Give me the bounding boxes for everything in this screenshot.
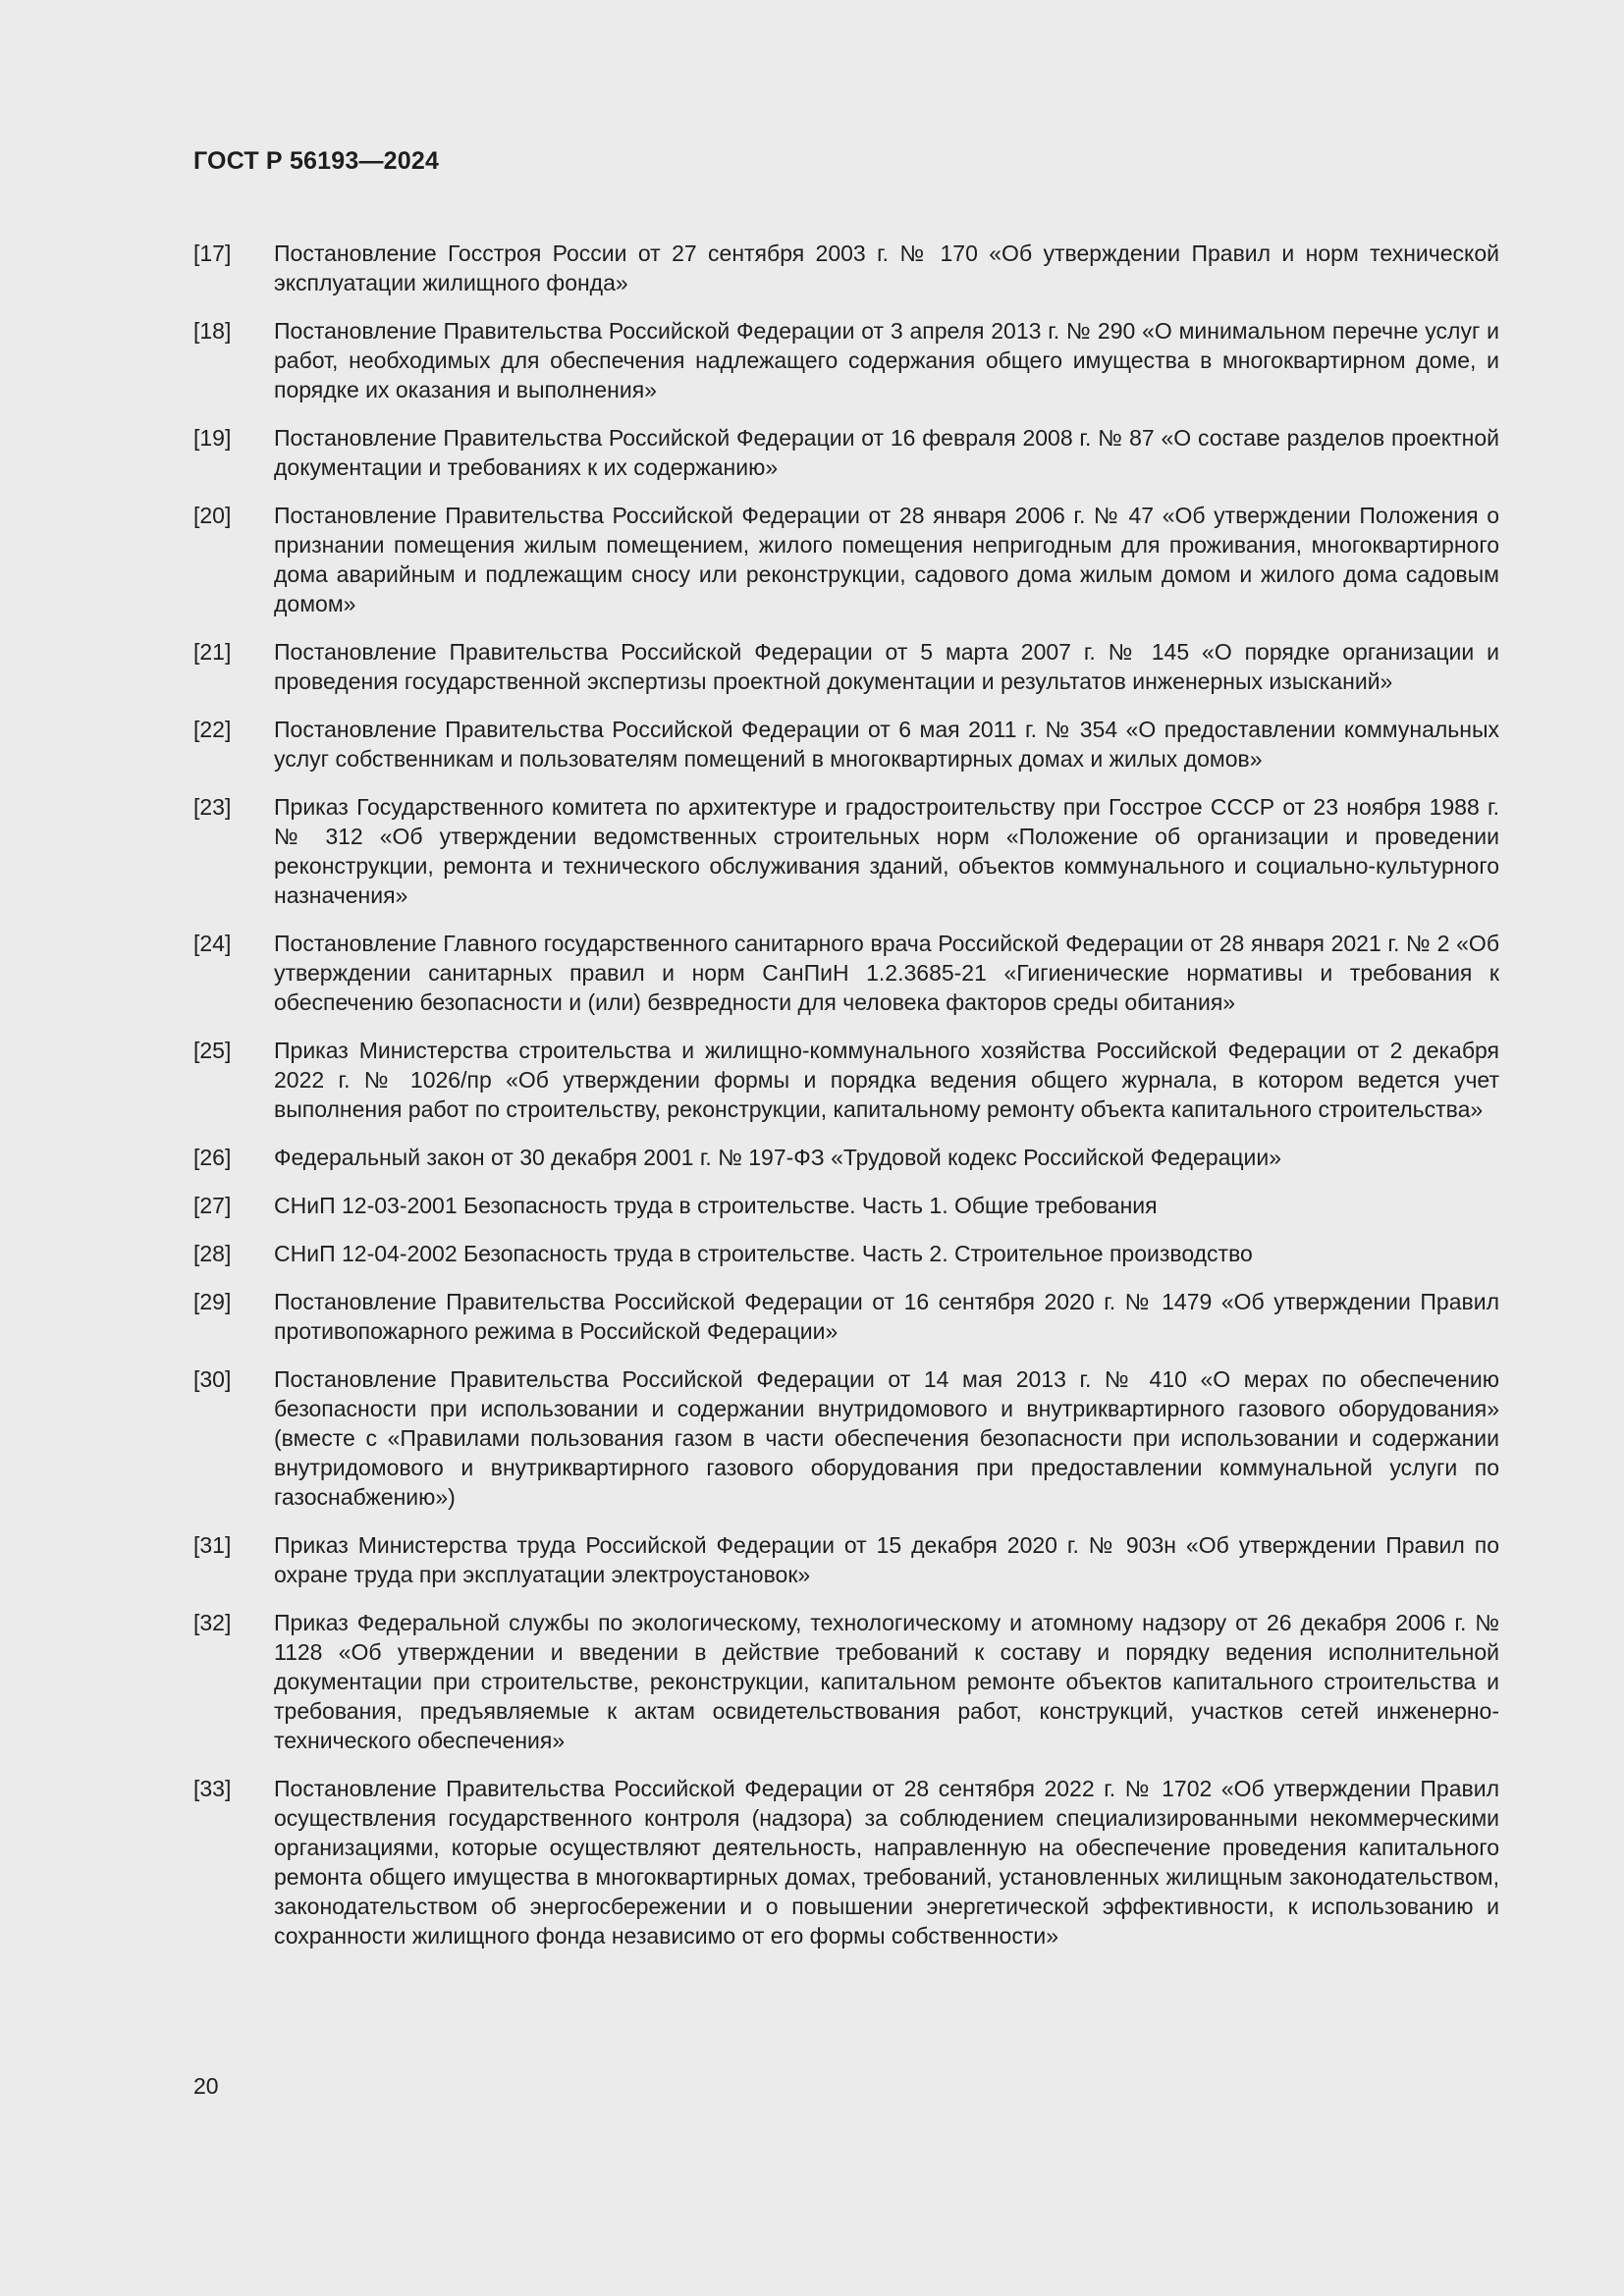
reference-number: [28] bbox=[193, 1241, 232, 1266]
reference-text: Постановление Главного государственного санитарного врача Российской Федерации от 28 января 2021 г. № 2 «Об утверждении санитарных правил и норм СанПиН 1.2.3685-21 «Гигиенические нормативы и требования к обеспечению безопасности и (или) безвредности для человека факторов среды обитания» bbox=[274, 931, 1499, 1015]
reference-text: СНиП 12-04-2002 Безопасность труда в строительстве. Часть 2. Строительное производство bbox=[274, 1241, 1253, 1266]
reference-number: [21] bbox=[193, 639, 232, 665]
reference-number: [26] bbox=[193, 1145, 232, 1170]
reference-text: Постановление Правительства Российской Федерации от 3 апреля 2013 г. № 290 «О минимальном перечне услуг и работ, необходимых для обеспечения надлежащего содержания общего имущества в многоквартирном доме, и порядке их оказания и выполнения» bbox=[274, 318, 1499, 402]
reference-number: [30] bbox=[193, 1366, 232, 1392]
reference-text: Приказ Министерства строительства и жилищно-коммунального хозяйства Российской Федерации от 2 декабря 2022 г. № 1026/пр «Об утверждении формы и порядка ведения общего журнала, в котором ведется учет выполнения работ по строительству, реконструкции, капитальному ремонту объекта капитального строительства» bbox=[274, 1038, 1499, 1122]
reference-number: [25] bbox=[193, 1038, 232, 1063]
bibliography-item bbox=[193, 1287, 1499, 1346]
bibliography-item bbox=[193, 1608, 1499, 1755]
reference-text: Постановление Госстроя России от 27 сентября 2003 г. № 170 «Об утверждении Правил и норм технической эксплуатации жилищного фонда» bbox=[274, 240, 1499, 295]
reference-number: [17] bbox=[193, 240, 232, 266]
reference-text: Приказ Государственного комитета по архитектуре и градостроительству при Госстрое СССР от 23 ноября 1988 г. № 312 «Об утверждении ведомственных строительных норм «Положение об организации и проведении реконструкции, ремонта и технического обслуживания зданий, объектов коммунального и социально-культурного назначения» bbox=[274, 794, 1499, 908]
reference-text: Постановление Правительства Российской Федерации от 28 сентября 2022 г. № 1702 «Об утверждении Правил осуществления государственного контроля (надзора) за соблюдением специализированными некоммерческими организациями, которые осуществляют деятельность, направленную на обеспечение проведения капитального ремонта общего имущества в многоквартирных домах, требований, установленных жилищным законодательством, законодательством об энергосбережении и о повышении энергетической эффективности, к использованию и сохранности жилищного фонда независимо от его формы собственности» bbox=[274, 1776, 1499, 1949]
reference-text: Постановление Правительства Российской Федерации от 6 мая 2011 г. № 354 «О предоставлении коммунальных услуг собственникам и пользователям помещений в многоквартирных домах и жилых домов» bbox=[274, 717, 1499, 772]
reference-text: Постановление Правительства Российской Федерации от 16 сентября 2020 г. № 1479 «Об утверждении Правил противопожарного режима в Российской Федерации» bbox=[274, 1289, 1499, 1344]
reference-number: [22] bbox=[193, 717, 232, 742]
reference-text: Федеральный закон от 30 декабря 2001 г. № 197-ФЗ «Трудовой кодекс Российской Федерации» bbox=[274, 1145, 1282, 1170]
reference-text: Приказ Федеральной службы по экологическому, технологическому и атомному надзору от 26 декабря 2006 г. № 1128 «Об утверждении и введении в действие требований к составу и порядку ведения исполнительной документации при строительстве, реконструкции, капитальном ремонте объектов капитального строительства и требования, предъявляемые к актам освидетельствования работ, конструкций, участков сетей инженерно-технического обеспечения» bbox=[274, 1610, 1499, 1753]
bibliography-item bbox=[193, 792, 1499, 910]
reference-number: [32] bbox=[193, 1610, 232, 1635]
bibliography-item bbox=[193, 637, 1499, 696]
bibliography-item bbox=[193, 423, 1499, 482]
bibliography-item bbox=[193, 1143, 1499, 1172]
reference-number: [24] bbox=[193, 931, 232, 956]
bibliography-item bbox=[193, 1530, 1499, 1589]
document-code-header: ГОСТ Р 56193—2024 bbox=[193, 147, 440, 175]
reference-text: СНиП 12-03-2001 Безопасность труда в строительстве. Часть 1. Общие требования bbox=[274, 1193, 1158, 1218]
bibliography-item bbox=[193, 715, 1499, 774]
bibliography-list bbox=[193, 239, 1499, 1969]
reference-number: [18] bbox=[193, 318, 232, 344]
reference-number: [29] bbox=[193, 1289, 232, 1314]
reference-number: [27] bbox=[193, 1193, 232, 1218]
reference-text: Постановление Правительства Российской Федерации от 28 января 2006 г. № 47 «Об утверждении Положения о признании помещения жилым помещением, жилого помещения непригодным для проживания, многоквартирного дома аварийным и подлежащим сносу или реконструкции, садового дома жилым домом и жилого дома садовым домом» bbox=[274, 503, 1499, 616]
bibliography-item bbox=[193, 501, 1499, 618]
bibliography-item bbox=[193, 1774, 1499, 1950]
page-number: 20 bbox=[193, 2073, 219, 2099]
bibliography-item bbox=[193, 1191, 1499, 1220]
bibliography-item bbox=[193, 316, 1499, 404]
bibliography-item bbox=[193, 1364, 1499, 1512]
reference-number: [31] bbox=[193, 1532, 232, 1558]
reference-text: Постановление Правительства Российской Федерации от 5 марта 2007 г. № 145 «О порядке организации и проведения государственной экспертизы проектной документации и результатов инженерных изысканий» bbox=[274, 639, 1499, 694]
bibliography-item bbox=[193, 239, 1499, 297]
reference-number: [33] bbox=[193, 1776, 232, 1801]
reference-text: Постановление Правительства Российской Федерации от 16 февраля 2008 г. № 87 «О составе разделов проектной документации и требованиях к их содержанию» bbox=[274, 425, 1499, 480]
bibliography-item bbox=[193, 1239, 1499, 1268]
reference-number: [23] bbox=[193, 794, 232, 820]
reference-number: [19] bbox=[193, 425, 232, 451]
reference-text: Приказ Министерства труда Российской Федерации от 15 декабря 2020 г. № 903н «Об утверждении Правил по охране труда при эксплуатации электроустановок» bbox=[274, 1532, 1499, 1587]
bibliography-item bbox=[193, 1036, 1499, 1124]
bibliography-item bbox=[193, 929, 1499, 1017]
reference-number: [20] bbox=[193, 503, 232, 528]
reference-text: Постановление Правительства Российской Федерации от 14 мая 2013 г. № 410 «О мерах по обеспечению безопасности при использовании и содержании внутридомового и внутриквартирного газового оборудования» (вместе с «Правилами пользования газом в части обеспечения безопасности при использовании и содержании внутридомового и внутриквартирного газового оборудования при предоставлении коммунальной услуги по газоснабжению») bbox=[274, 1366, 1499, 1510]
